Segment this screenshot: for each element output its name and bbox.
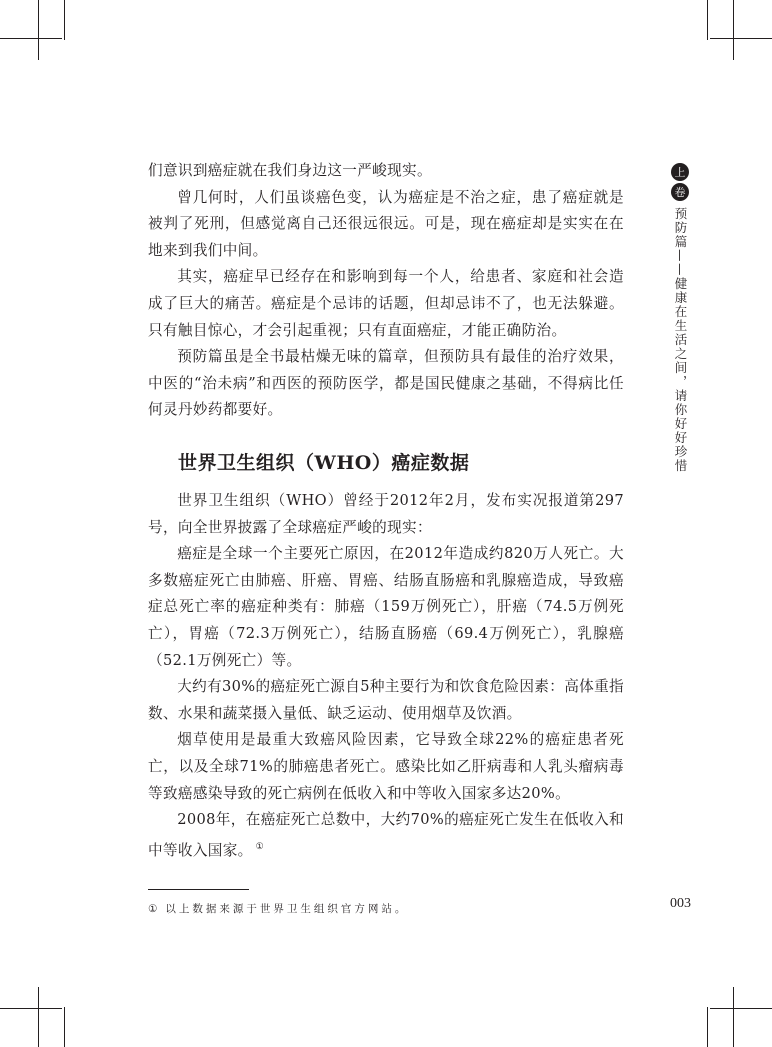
crop-mark [707,1007,708,1047]
paragraph: 烟草使用是最重大致癌风险因素，它导致全球22%的癌症患者死亡，以及全球71%的肺癌患者死亡。感染比如乙肝病毒和人乳头瘤病毒等致癌感染导致的死亡病例在低收入和中等收入国家多达20%。 [148,731,624,802]
footnote-divider [148,889,249,890]
crop-mark [38,987,39,1047]
crop-mark [710,1008,772,1009]
volume-badge: 卷 [671,183,689,201]
paragraph: 曾几何时，人们虽谈癌色变，认为癌症是不治之症，患了癌症就是被判了死刑，但感觉离自己还很远很远。可是，现在癌症却是实实在在地来到我们中间。 [148,188,624,259]
crop-mark [733,987,734,1047]
footnote [148,901,408,916]
intro-text [148,158,624,424]
crop-mark [733,0,734,60]
section-text [148,488,624,864]
crop-mark [0,38,62,39]
crop-mark [64,0,65,40]
chapter-title-vertical: 预防篇——健康在生活之间，请你好好珍惜 [673,207,688,473]
crop-mark [38,0,39,60]
paragraph: 其实，癌症早已经存在和影响到每一个人，给患者、家庭和社会造成了巨大的痛苦。癌症是个忌讳的话题，但却忌讳不了，也无法躲避。只有触目惊心，才会引起重视；只有直面癌症，才能正确防治。 [148,268,624,339]
footnote-marker: ① [148,903,158,915]
volume-badge: 上 [671,163,689,181]
crop-mark [0,1008,62,1009]
crop-mark [710,38,772,39]
crop-mark [707,0,708,40]
chapter-side-tab [670,163,690,473]
page-number: 003 [670,896,691,911]
paragraph: 大约有30%的癌症死亡源自5种主要行为和饮食危险因素：高体重指数、水果和蔬菜摄入量低、缺乏运动、使用烟草及饮酒。 [148,678,624,722]
crop-mark [64,1007,65,1047]
paragraph: 预防篇虽是全书最枯燥无味的篇章，但预防具有最佳的治疗效果，中医的“治未病”和西医的预防医学，都是国民健康之基础，不得病比任何灵丹妙药都要好。 [148,348,624,419]
paragraph: 癌症是全球一个主要死亡原因，在2012年造成约820万人死亡。大多数癌症死亡由肺癌、肝癌、胃癌、结肠直肠癌和乳腺癌造成，导致癌症总死亡率的癌症种类有：肺癌（159万例死亡），肝癌（74.5万例死亡），胃癌（72.3万例死亡），结肠直肠癌（69.4万例死亡），乳腺癌（52.1万例死亡）等。 [148,545,624,669]
paragraph: 世界卫生组织（WHO）曾经于2012年2月，发布实况报道第297号，向全世界披露了全球癌症严峻的现实： [148,492,624,536]
footnote-reference[interactable]: ① [255,841,265,852]
footnote-text: 以上数据来源于世界卫生组织官方网站。 [165,903,409,915]
paragraph: 们意识到癌症就在我们身边这一严峻现实。 [148,162,432,179]
section-heading: 世界卫生组织（WHO）癌症数据 [178,452,470,474]
paragraph-text: 2008年，在癌症死亡总数中，大约70%的癌症死亡发生在低收入和中等收入国家。 [148,811,624,859]
paragraph [148,807,624,864]
